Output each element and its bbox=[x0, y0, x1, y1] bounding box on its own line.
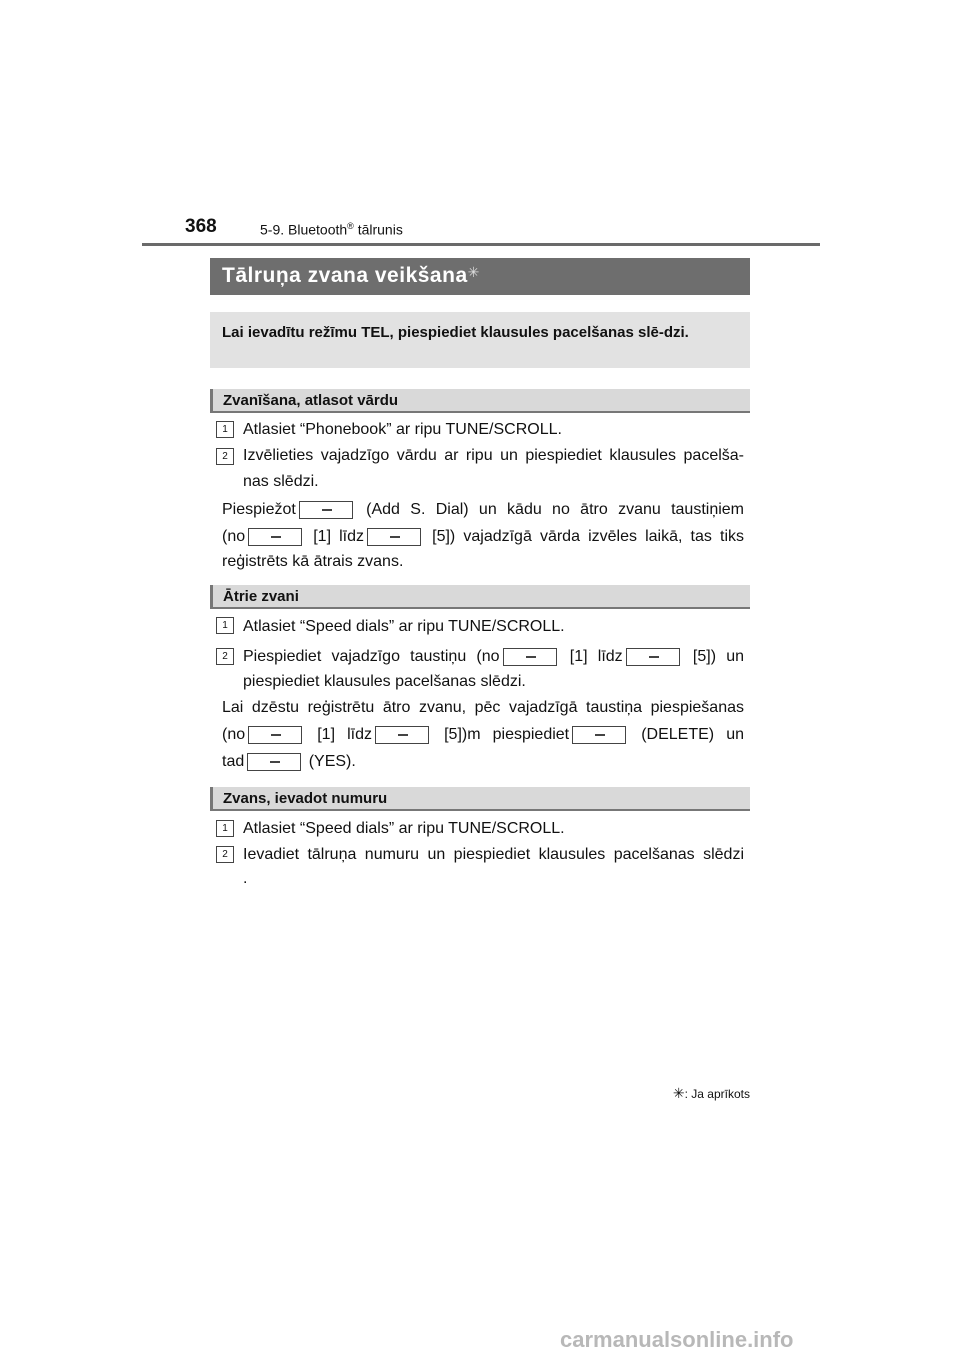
note-text: (Add S. Dial) un kādu no ātro zvanu taustiņiem bbox=[366, 501, 744, 518]
note-text: (DELETE) un bbox=[641, 726, 744, 743]
subheading-number-dial bbox=[210, 787, 750, 811]
asterisk-icon: ✳ bbox=[672, 1085, 685, 1101]
page-title bbox=[222, 264, 480, 288]
registered-mark: ® bbox=[347, 221, 354, 231]
note-text: tad bbox=[222, 753, 245, 770]
note-text: (no bbox=[222, 726, 246, 743]
note-line bbox=[222, 497, 744, 523]
step-line bbox=[243, 644, 744, 670]
button-icon bbox=[247, 753, 301, 771]
step-text: . bbox=[243, 870, 248, 887]
step-number: 1 bbox=[216, 820, 234, 837]
note-text: (YES). bbox=[308, 753, 356, 770]
button-icon bbox=[375, 726, 429, 744]
note-text: reģistrēts kā ātrais zvans. bbox=[222, 553, 404, 570]
note-line bbox=[222, 524, 744, 550]
step-number: 2 bbox=[216, 448, 234, 465]
step-text: nas slēdzi. bbox=[243, 473, 319, 490]
step-number: 1 bbox=[216, 617, 234, 634]
watermark: carmanualsonline.info bbox=[560, 1327, 794, 1352]
step-text: Atlasiet “Speed dials” ar ripu TUNE/SCROLL. bbox=[243, 618, 565, 635]
subheading-speed-dials bbox=[210, 585, 750, 609]
subheading-text: Zvanīšana, atlasot vārdu bbox=[223, 392, 399, 409]
intro-box bbox=[210, 312, 750, 368]
button-icon bbox=[367, 528, 421, 546]
section-suffix: tālrunis bbox=[353, 221, 403, 238]
section-reference bbox=[260, 221, 403, 238]
step-number: 2 bbox=[216, 648, 234, 665]
step-number: 2 bbox=[216, 846, 234, 863]
button-icon bbox=[572, 726, 626, 744]
intro-text: Lai ievadītu režīmu TEL, piespiediet klausules pacelšanas slē-dzi. bbox=[222, 324, 689, 341]
subheading-name-dial bbox=[210, 389, 750, 413]
note-line bbox=[222, 722, 744, 748]
step-number: 1 bbox=[216, 421, 234, 438]
step-text: Izvēlieties vajadzīgo vārdu ar ripu un piespiediet klausules pacelša- bbox=[243, 447, 744, 464]
section-prefix: 5-9. Bluetooth bbox=[260, 221, 348, 238]
note-text: Lai dzēstu reģistrētu ātro zvanu, pēc vajadzīgā taustiņa piespiešanas bbox=[222, 699, 744, 716]
note-text: [1] līdz bbox=[317, 726, 372, 743]
note-line bbox=[222, 749, 356, 775]
footnote bbox=[600, 1085, 750, 1102]
note-text: (no bbox=[222, 528, 246, 545]
note-text: [5]) vajadzīgā vārda izvēles laikā, tas tiks bbox=[432, 528, 744, 545]
step-text: [1] līdz bbox=[569, 648, 623, 665]
button-icon bbox=[299, 501, 353, 519]
step-text: Ievadiet tālruņa numuru un piespiediet klausules pacelšanas slēdzi bbox=[243, 846, 744, 863]
note-text: [1] līdz bbox=[313, 528, 365, 545]
button-icon bbox=[626, 648, 680, 666]
header-rule bbox=[142, 243, 820, 246]
step-text: piespiediet klausules pacelšanas slēdzi. bbox=[243, 673, 526, 690]
step-text: Piespiediet vajadzīgo taustiņu (no bbox=[243, 648, 500, 665]
note-text: [5])m piespiediet bbox=[444, 726, 570, 743]
subheading-text: Zvans, ievadot numuru bbox=[223, 790, 388, 807]
page-number: 368 bbox=[185, 216, 217, 237]
step-text: [5]) un bbox=[692, 648, 745, 665]
title-bar bbox=[210, 258, 750, 295]
button-icon bbox=[248, 726, 302, 744]
button-icon bbox=[248, 528, 302, 546]
button-icon bbox=[503, 648, 557, 666]
note-text: Piespiežot bbox=[222, 501, 296, 518]
footnote-text: : Ja aprīkots bbox=[684, 1087, 750, 1101]
page-title-text: Tālruņa zvana veikšana bbox=[222, 264, 468, 287]
asterisk-icon: ✳ bbox=[467, 264, 480, 280]
subheading-text: Ātrie zvani bbox=[223, 588, 299, 605]
step-text: Atlasiet “Phonebook” ar ripu TUNE/SCROLL. bbox=[243, 421, 562, 438]
step-text: Atlasiet “Speed dials” ar ripu TUNE/SCROLL. bbox=[243, 820, 565, 837]
